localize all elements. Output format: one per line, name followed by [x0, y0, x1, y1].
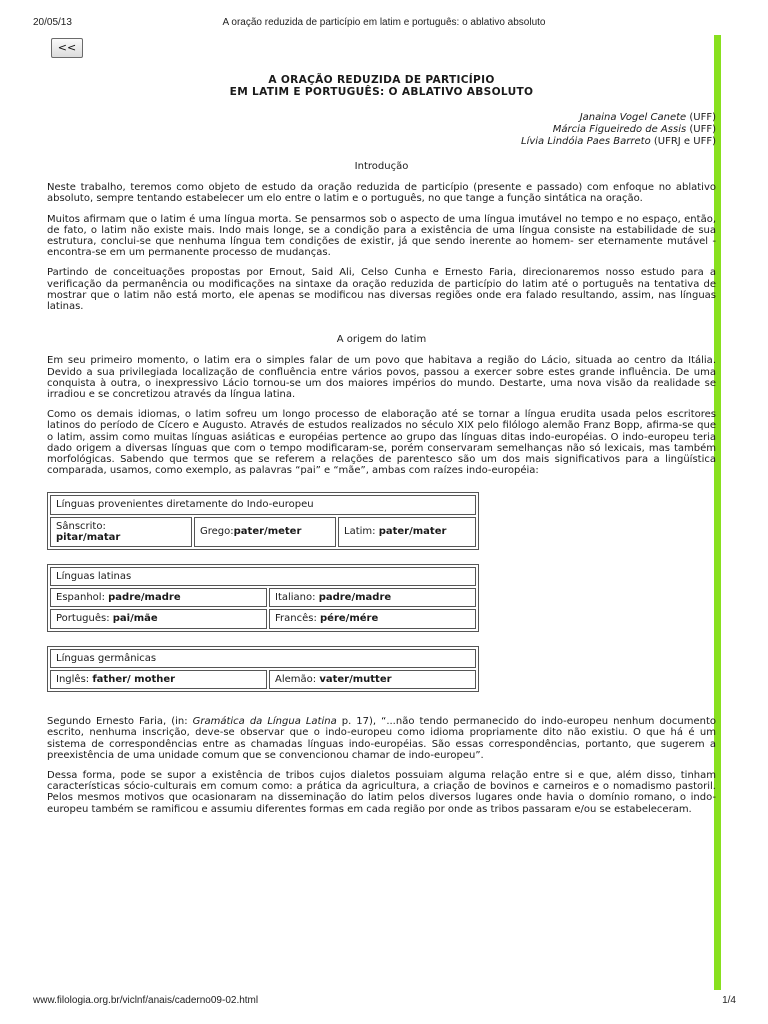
- table-cell: [50, 588, 267, 607]
- text-run: p. 17), “...não tendo permanecido do indo-europeu nenhum documento escrito, nenhuma inscrição, deve-se observar que o indo-europeu como idioma propriamente dito não existiu. O que há é um sistema de correspondências entre as chamadas línguas indo-européias. São essas correspondências, portanto, que sugerem a preexistência de uma unidade comum que se convencionou chamar de indo-europeu”.: [47, 716, 716, 761]
- table-header-row: [50, 649, 476, 668]
- table-indo-europeu: [47, 492, 479, 550]
- author-name: Janaina Vogel Canete: [579, 112, 687, 123]
- page-url: www.filologia.org.br/viclnf/anais/caderno09-02.html: [33, 995, 259, 1006]
- table-row: [50, 670, 476, 689]
- table-row: [50, 609, 476, 628]
- table-row: [50, 517, 476, 547]
- author-line: [47, 124, 716, 136]
- table-linguas-germanicas: [47, 646, 479, 692]
- cell-label: Francês:: [275, 613, 321, 625]
- author-line: [47, 112, 716, 124]
- author-affiliation: (UFRJ e UFF): [650, 136, 716, 147]
- cell-label: Latim:: [344, 526, 379, 538]
- paragraph: Dessa forma, pode se supor a existência de tribos cujos dialetos possuiam alguma relação entre si e que, além disso, tinham características sócio-culturais em comum como: a prática da agricultura, a criação de bovinos e carneiros e o nomadismo pastoril. Pelos mesmos motivos que ocasionaram na disseminação do latim pelos diversos lugares onde havia o domínio romano, o indo-europeu também se ramificou e assumiu diferentes formas em cada região por onde as tribos passaram e/ou se estabeleceram.: [47, 769, 716, 815]
- document-body: [47, 72, 716, 824]
- paragraph-faria-quote: [47, 716, 716, 761]
- paragraph: Neste trabalho, teremos como objeto de estudo da oração reduzida de particípio (presente e passado) com enfoque no ablativo absoluto, sempre tentando estabelecer um elo entre o latim e o português, no que tange a função sintática na oração.: [47, 182, 716, 205]
- paragraph: Como os demais idiomas, o latim sofreu um longo processo de elaboração até se tornar a língua erudita usada pelos escritores latinos do período de Cícero e Augusto. Através de estudos realizados no século XIX pelo filólogo alemão Franz Bopp, afirma-se que o latim, assim como muitas línguas asiáticas e européias pertence ao grupo das línguas ditas indo-européias. O indo-europeu teria dado origem a diversas línguas que com o tempo modificaram-se, porém conservaram semelhanças não só lexicais, mas também morfológicas. Sabendo que termos que se referem a relações de parentesco são um dos mais significativos para a lingüística comparada, usamos, como exemplo, as palavras “pai” e “mãe”, ambas com raízes indo-européia:: [47, 409, 716, 477]
- text-run: Segundo Ernesto Faria, (in:: [47, 716, 193, 728]
- cell-value: father/ mother: [92, 673, 176, 685]
- author-name: Márcia Figueiredo de Assis: [552, 124, 687, 135]
- cell-label: Grego:: [200, 526, 234, 538]
- table-cell: [269, 609, 476, 628]
- paragraph: Muitos afirmam que o latim é uma língua morta. Se pensarmos sob o aspecto de uma língua imutável no tempo e no espaço, então, de fato, o latim não existe mais. Indo mais longe, se a condição para a existência de uma língua consiste na estabilidade de sua estrutura, conclui-se que nenhuma língua tem condições de existir, já que sendo inerente ao homem- ser eternamente mutável - encontra-se em um permanente processo de mudanças.: [47, 213, 716, 259]
- section-title-origem: A origem do latim: [336, 334, 427, 346]
- cell-label: Sânscrito:: [56, 520, 106, 532]
- cell-value: pitar/matar: [56, 531, 121, 543]
- table-row: [50, 588, 476, 607]
- book-title: Gramática da Língua Latina: [192, 716, 337, 728]
- section-title-introducao: Introdução: [354, 161, 409, 172]
- paragraph: Partindo de conceituações propostas por Ernout, Said Ali, Celso Cunha e Ernesto Faria, direcionaremos nosso estudo para a verificação da permanência ou modificações na sintaxe da oração reduzida de particípio do latim até o português na tentativa de mostrar que o latim não está morto, ele apenas se modificou nas diversas regiões onde era falado resultando, assim, nas línguas latinas.: [47, 267, 716, 313]
- table-cell: [50, 670, 267, 689]
- title-line-2: EM LATIM E PORTUGUÊS: O ABLATIVO ABSOLUTO: [229, 86, 534, 98]
- table-cell: [50, 609, 267, 628]
- table-cell: [269, 588, 476, 607]
- cell-value: padre/madre: [108, 592, 181, 604]
- cell-value: pére/mére: [320, 613, 379, 625]
- author-affiliation: (UFF): [686, 112, 716, 123]
- author-list: [47, 112, 716, 148]
- cell-label: Italiano:: [275, 592, 319, 604]
- print-date: 20/05/13: [33, 17, 72, 28]
- table-header-row: [50, 567, 476, 586]
- table-header-row: [50, 495, 476, 514]
- cell-value: pater/mater: [378, 526, 447, 538]
- cell-label: Alemão:: [275, 673, 320, 685]
- table-header: Línguas germânicas: [50, 649, 476, 668]
- cell-value: pater/meter: [233, 526, 302, 538]
- table-cell: [338, 517, 476, 547]
- cell-label: Espanhol:: [56, 592, 109, 604]
- table-header: Línguas provenientes diretamente do Indo-europeu: [50, 495, 476, 514]
- title-line-1: A ORAÇÃO REDUZIDA DE PARTICÍPIO: [268, 74, 495, 86]
- print-page-title: A oração reduzida de particípio em latim e português: o ablativo absoluto: [222, 17, 546, 28]
- table-cell: [194, 517, 336, 547]
- document-title: [47, 72, 716, 98]
- cell-value: vater/mutter: [319, 673, 392, 685]
- table-cell: [269, 670, 476, 689]
- cell-label: Inglês:: [56, 673, 93, 685]
- table-header: Línguas latinas: [50, 567, 476, 586]
- author-affiliation: (UFF): [686, 124, 716, 135]
- table-cell: [50, 517, 192, 547]
- paragraph: Em seu primeiro momento, o latim era o simples falar de um povo que habitava a região do Lácio, situada ao centro da Itália. Devido a sua privilegiada localização de confluência entre vários povos, passou a exercer sobre estes grande influência. De uma conquista à outra, o inexpressivo Lácio tornou-se um dos maiores impérios do mundo. Destarte, uma nova visão da realidade se irradiou e se concretizou através da língua latina.: [47, 355, 716, 401]
- author-name: Lívia Lindóia Paes Barreto: [521, 136, 651, 147]
- print-header: [0, 17, 768, 31]
- cell-label: Português:: [56, 613, 113, 625]
- table-linguas-latinas: [47, 564, 479, 632]
- back-button[interactable]: <<: [51, 38, 83, 58]
- page-number: 1/4: [722, 995, 736, 1006]
- author-line: [47, 136, 716, 148]
- cell-value: padre/madre: [318, 592, 392, 604]
- cell-value: pai/mãe: [112, 613, 158, 625]
